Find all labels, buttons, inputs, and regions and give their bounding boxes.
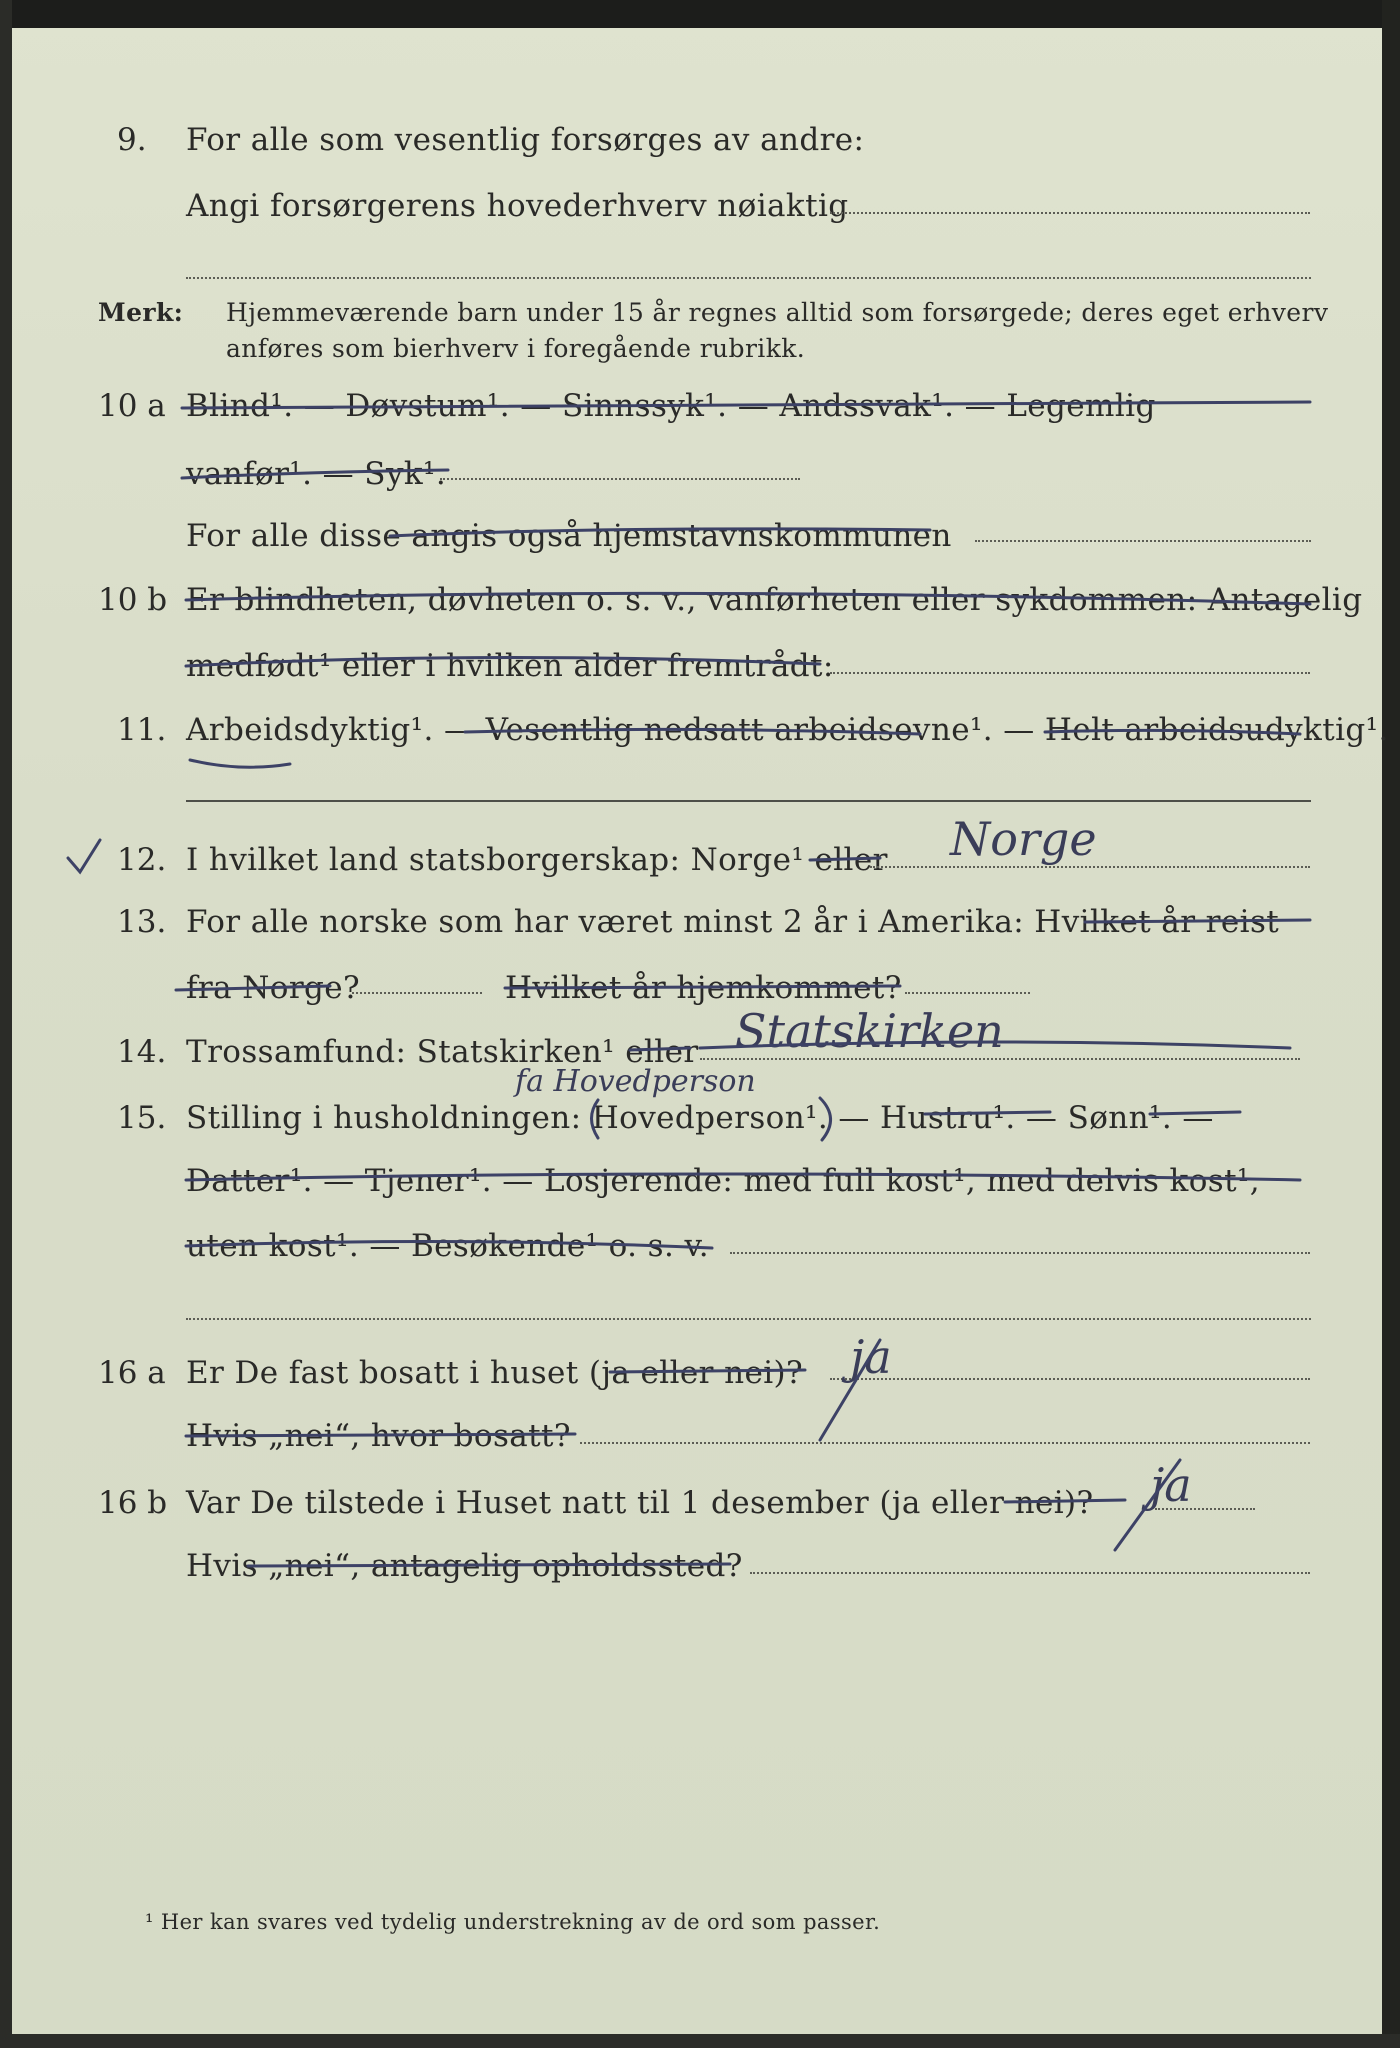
q9-number: 9. (117, 122, 147, 158)
strike-13-hjemkommet (505, 986, 900, 988)
q10b-number: 10 b (98, 582, 168, 618)
q15-text-line1: Stilling i husholdningen: Hovedperson¹. — Hustru¹. — Sønn¹. — (186, 1100, 1214, 1136)
q9-text-line1: For alle som vesentlig forsørges av andre: (186, 122, 865, 158)
bracket-15-right (820, 1098, 831, 1140)
q13-text-line1: For alle norske som har været minst 2 år i Amerika: Hvilket år reist (186, 904, 1280, 940)
q14-number: 14. (117, 1034, 167, 1070)
q16a-number: 16 a (98, 1355, 166, 1391)
q16a-text-line2: Hvis „nei“, hvor bosatt? (186, 1418, 571, 1454)
strike-15-line2 (186, 1174, 1300, 1180)
strike-10b-line1 (186, 593, 1310, 604)
q15-text-line2: Datter¹. — Tjener¹. — Losjerende: med full kost¹, med delvis kost¹, (186, 1163, 1261, 1199)
pen-stroke-16a (820, 1340, 880, 1440)
strike-13-hvilket-reist (1085, 920, 1310, 922)
q11-text-line1: Arbeidsdyktig¹. — Vesentlig nedsatt arbeidsevne¹. — Helt arbeidsudyktig¹. (186, 712, 1389, 748)
underline-14-answer (700, 1042, 1290, 1048)
q11-number: 11. (117, 712, 167, 748)
q16b-text-line1: Var De tilstede i Huset natt til 1 desember (ja eller nei)? (186, 1485, 1094, 1521)
q12-number: 12. (117, 842, 167, 878)
strike-10a-line2 (182, 470, 448, 478)
footnote: ¹ Her kan svares ved tydelig understrekning av de ord som passer. (145, 1910, 881, 1934)
strike-15-sonn (1150, 1112, 1240, 1114)
strike-11-vesentlig (465, 729, 920, 734)
q10a-number: 10 a (98, 388, 166, 424)
q16a-handwritten-answer: ja (850, 1330, 892, 1384)
q12-handwritten-answer: Norge (950, 812, 1097, 866)
merk-label: Merk: (98, 298, 184, 327)
q16b-handwritten-answer: ja (1150, 1458, 1192, 1512)
q10a-text-line1: Blind¹. — Døvstum¹. — Sinnssyk¹. — Andssvak¹. — Legemlig (186, 388, 1156, 424)
strike-16b-eller-nei (1005, 1500, 1125, 1502)
strike-12-eller (810, 858, 880, 860)
underline-11-arbeidsdyktig (190, 760, 290, 767)
q16a-text-line1: Er De fast bosatt i huset (ja eller nei)? (186, 1355, 804, 1391)
q16b-number: 16 b (98, 1485, 168, 1521)
q10b-text-line2: medfødt¹ eller i hvilken alder fremtrådt: (186, 648, 834, 684)
strike-16a-ja-eller-nei (610, 1370, 805, 1372)
q9-text-line2: Angi forsørgerens hovederhverv nøiaktig (186, 188, 849, 224)
check-mark-12 (68, 840, 100, 872)
q16b-text-line2: Hvis „nei“, antagelig opholdssted? (186, 1548, 743, 1584)
q14-text-line1: Trossamfund: Statskirken¹ eller (186, 1034, 699, 1070)
merk-text-line2: anføres som bierhverv i foregående rubrikk. (226, 334, 806, 363)
q10b-text-line1: Er blindheten, døvheten o. s. v., vanførheten eller sykdommen: Antagelig (186, 582, 1363, 618)
strike-11-helt (1045, 730, 1300, 734)
strike-15-hustru (925, 1112, 1050, 1114)
strike-10b-line2 (186, 657, 820, 666)
merk-text-line1: Hjemmeværende barn under 15 år regnes alltid som forsørgede; deres eget erhverv (226, 298, 1329, 327)
pen-stroke-16b (1115, 1460, 1180, 1550)
strike-15-line3 (186, 1241, 712, 1248)
strike-10a-line1 (182, 402, 1310, 408)
q15-handwritten-note: fa Hovedperson (515, 1064, 756, 1099)
q15-number: 15. (117, 1100, 167, 1136)
q14-handwritten-answer: Statskirken (735, 1004, 1004, 1058)
bracket-15-left (592, 1100, 599, 1138)
q13-text-line2: fra Norge? (186, 970, 361, 1006)
q13-number: 13. (117, 904, 167, 940)
strike-10a-line3 (390, 529, 930, 536)
q13-text-line2b: Hvilket år hjemkommet? (505, 970, 902, 1006)
q10a-text-line2: vanfør¹. — Syk¹. (186, 456, 447, 492)
q12-text-line1: I hvilket land statsborgerskap: Norge¹ eller (186, 842, 888, 878)
strike-13-fra-norge (176, 986, 330, 990)
strike-16a-line2 (186, 1434, 575, 1436)
strike-14-eller (630, 1048, 690, 1050)
strike-16b-line2 (248, 1564, 730, 1566)
q10a-text-line3: For alle disse angis også hjemstavnskommunen (186, 518, 952, 554)
q15-text-line3: uten kost¹. — Besøkende¹ o. s. v. (186, 1228, 709, 1264)
